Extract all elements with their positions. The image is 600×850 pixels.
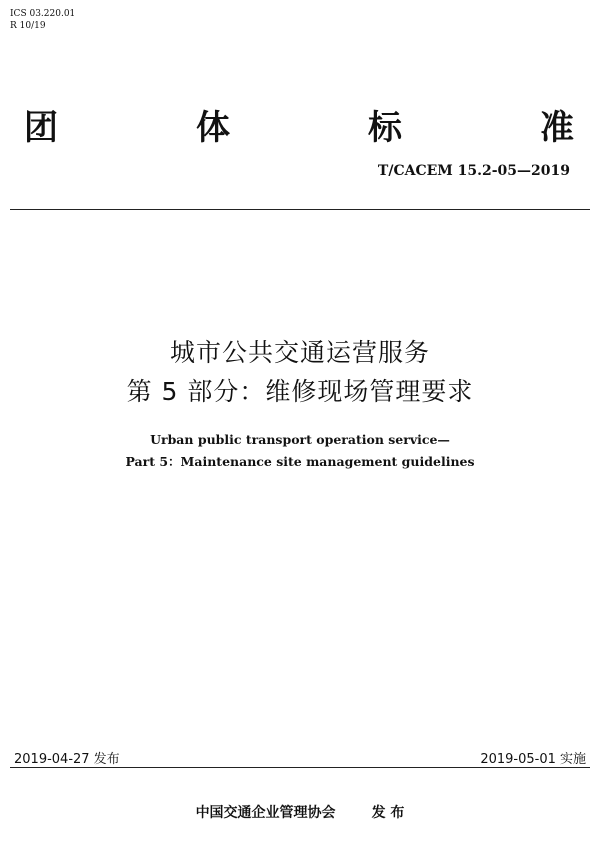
standard-type-char-3: 标 [368,108,404,148]
bottom-divider [10,767,590,768]
standard-type-char-4: 准 [540,108,576,148]
classification-codes [10,8,75,32]
standard-type-char-1: 团 [24,108,60,148]
publisher-name: 中国交通企业管理协会 [195,805,336,821]
title-en-line-2: Part 5：Maintenance site management guidelines [125,454,475,469]
ics-code: ICS 03.220.01 [10,9,76,19]
title-cn-line-1: 城市公共交通运营服务 [169,338,430,367]
publisher-line [0,802,600,822]
ccs-code: R 10/19 [10,21,46,31]
publisher-action: 发 布 [371,805,405,821]
standard-number: T/CACEM 15.2-05—2019 [377,163,570,179]
implementation-date: 2019-05-01 实施 [480,752,586,767]
standard-type-char-2: 体 [196,108,232,148]
title-cn-line-2: 第 5 部分：维修现场管理要求 [126,377,474,406]
top-divider [10,209,590,210]
issue-date: 2019-04-27 发布 [14,752,120,767]
standard-type-heading [24,100,576,149]
title-en-line-1: Urban public transport operation service— [150,432,450,447]
